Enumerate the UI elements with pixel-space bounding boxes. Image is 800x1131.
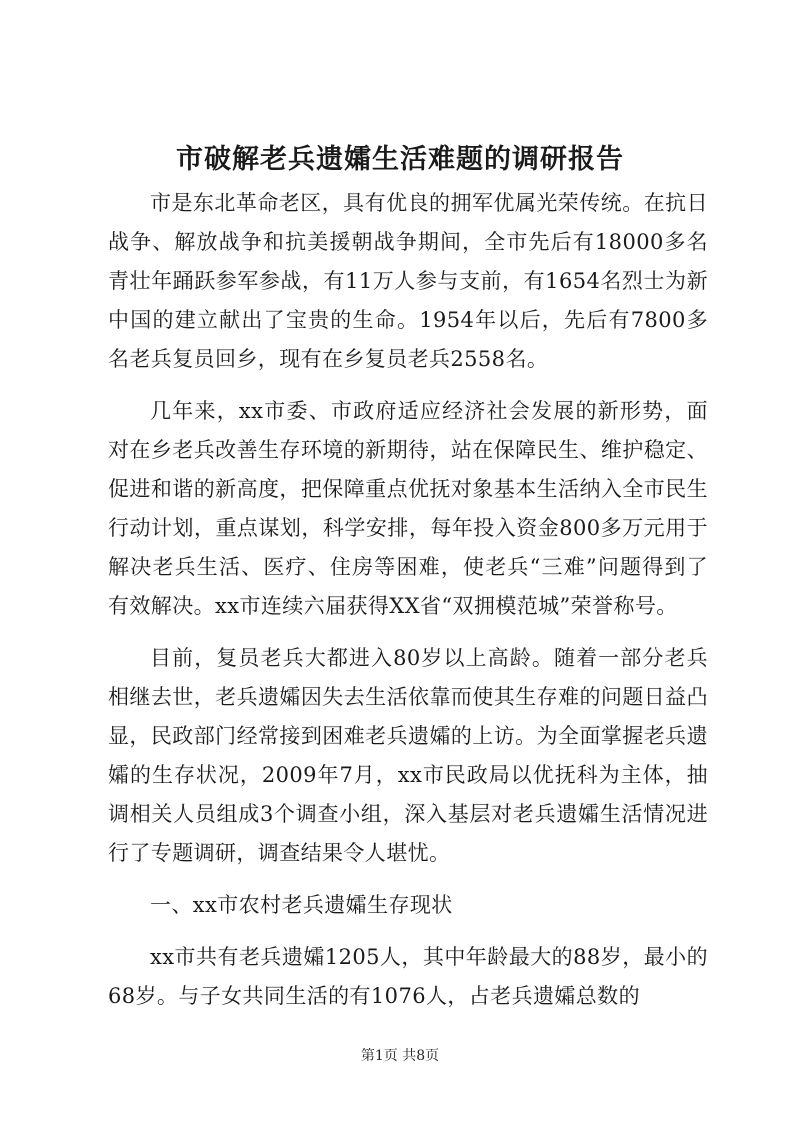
paragraph-policy: 几年来，xx市委、市政府适应经济社会发展的新形势，面对在乡老兵改善生存环境的新期待，站在保障民生、维护稳定、促进和谐的新高度，把保障重点优抚对象基本生活纳入全市民生行动计划，重点谋划，科学安排，每年投入资金800多万元用于解决老兵生活、医疗、住房等困难，使老兵“三难”问题得到了有效解决。xx市连续六届获得XX省“双拥模范城”荣誉称号。 bbox=[108, 399, 708, 618]
page-footer: 第1页 共8页 bbox=[360, 1048, 440, 1064]
paragraph-statistics: xx市共有老兵遗孀1205人，其中年龄最大的88岁，最小的68岁。与子女共同生活的有1076人，占老兵遗孀总数的 bbox=[108, 945, 708, 1008]
section-heading-1: 一、xx市农村老兵遗孀生存现状 bbox=[150, 893, 453, 917]
document-body bbox=[108, 184, 708, 1029]
paragraph-intro: 市是东北革命老区，具有优良的拥军优属光荣传统。在抗日战争、解放战争和抗美援朝战争期间，全市先后有18000多名青壮年踊跃参军参战，有11万人参与支前，有1654名烈士为新中国的建立献出了宝贵的生命。1954年以后，先后有7800多名老兵复员回乡，现有在乡复员老兵2558名。 bbox=[108, 191, 708, 371]
document-title: 市破解老兵遗孀生活难题的调研报告 bbox=[176, 144, 624, 175]
paragraph-current-situation: 目前，复员老兵大都进入80岁以上高龄。随着一部分老兵相继去世，老兵遗孀因失去生活依靠而使其生存难的问题日益凸显，民政部门经常接到困难老兵遗孀的上访。为全面掌握老兵遗孀的生存状况，2009年7月，xx市民政局以优抚科为主体，抽调相关人员组成3个调查小组，深入基层对老兵遗孀生活情况进行了专题调研，调查结果令人堪忧。 bbox=[108, 646, 708, 865]
